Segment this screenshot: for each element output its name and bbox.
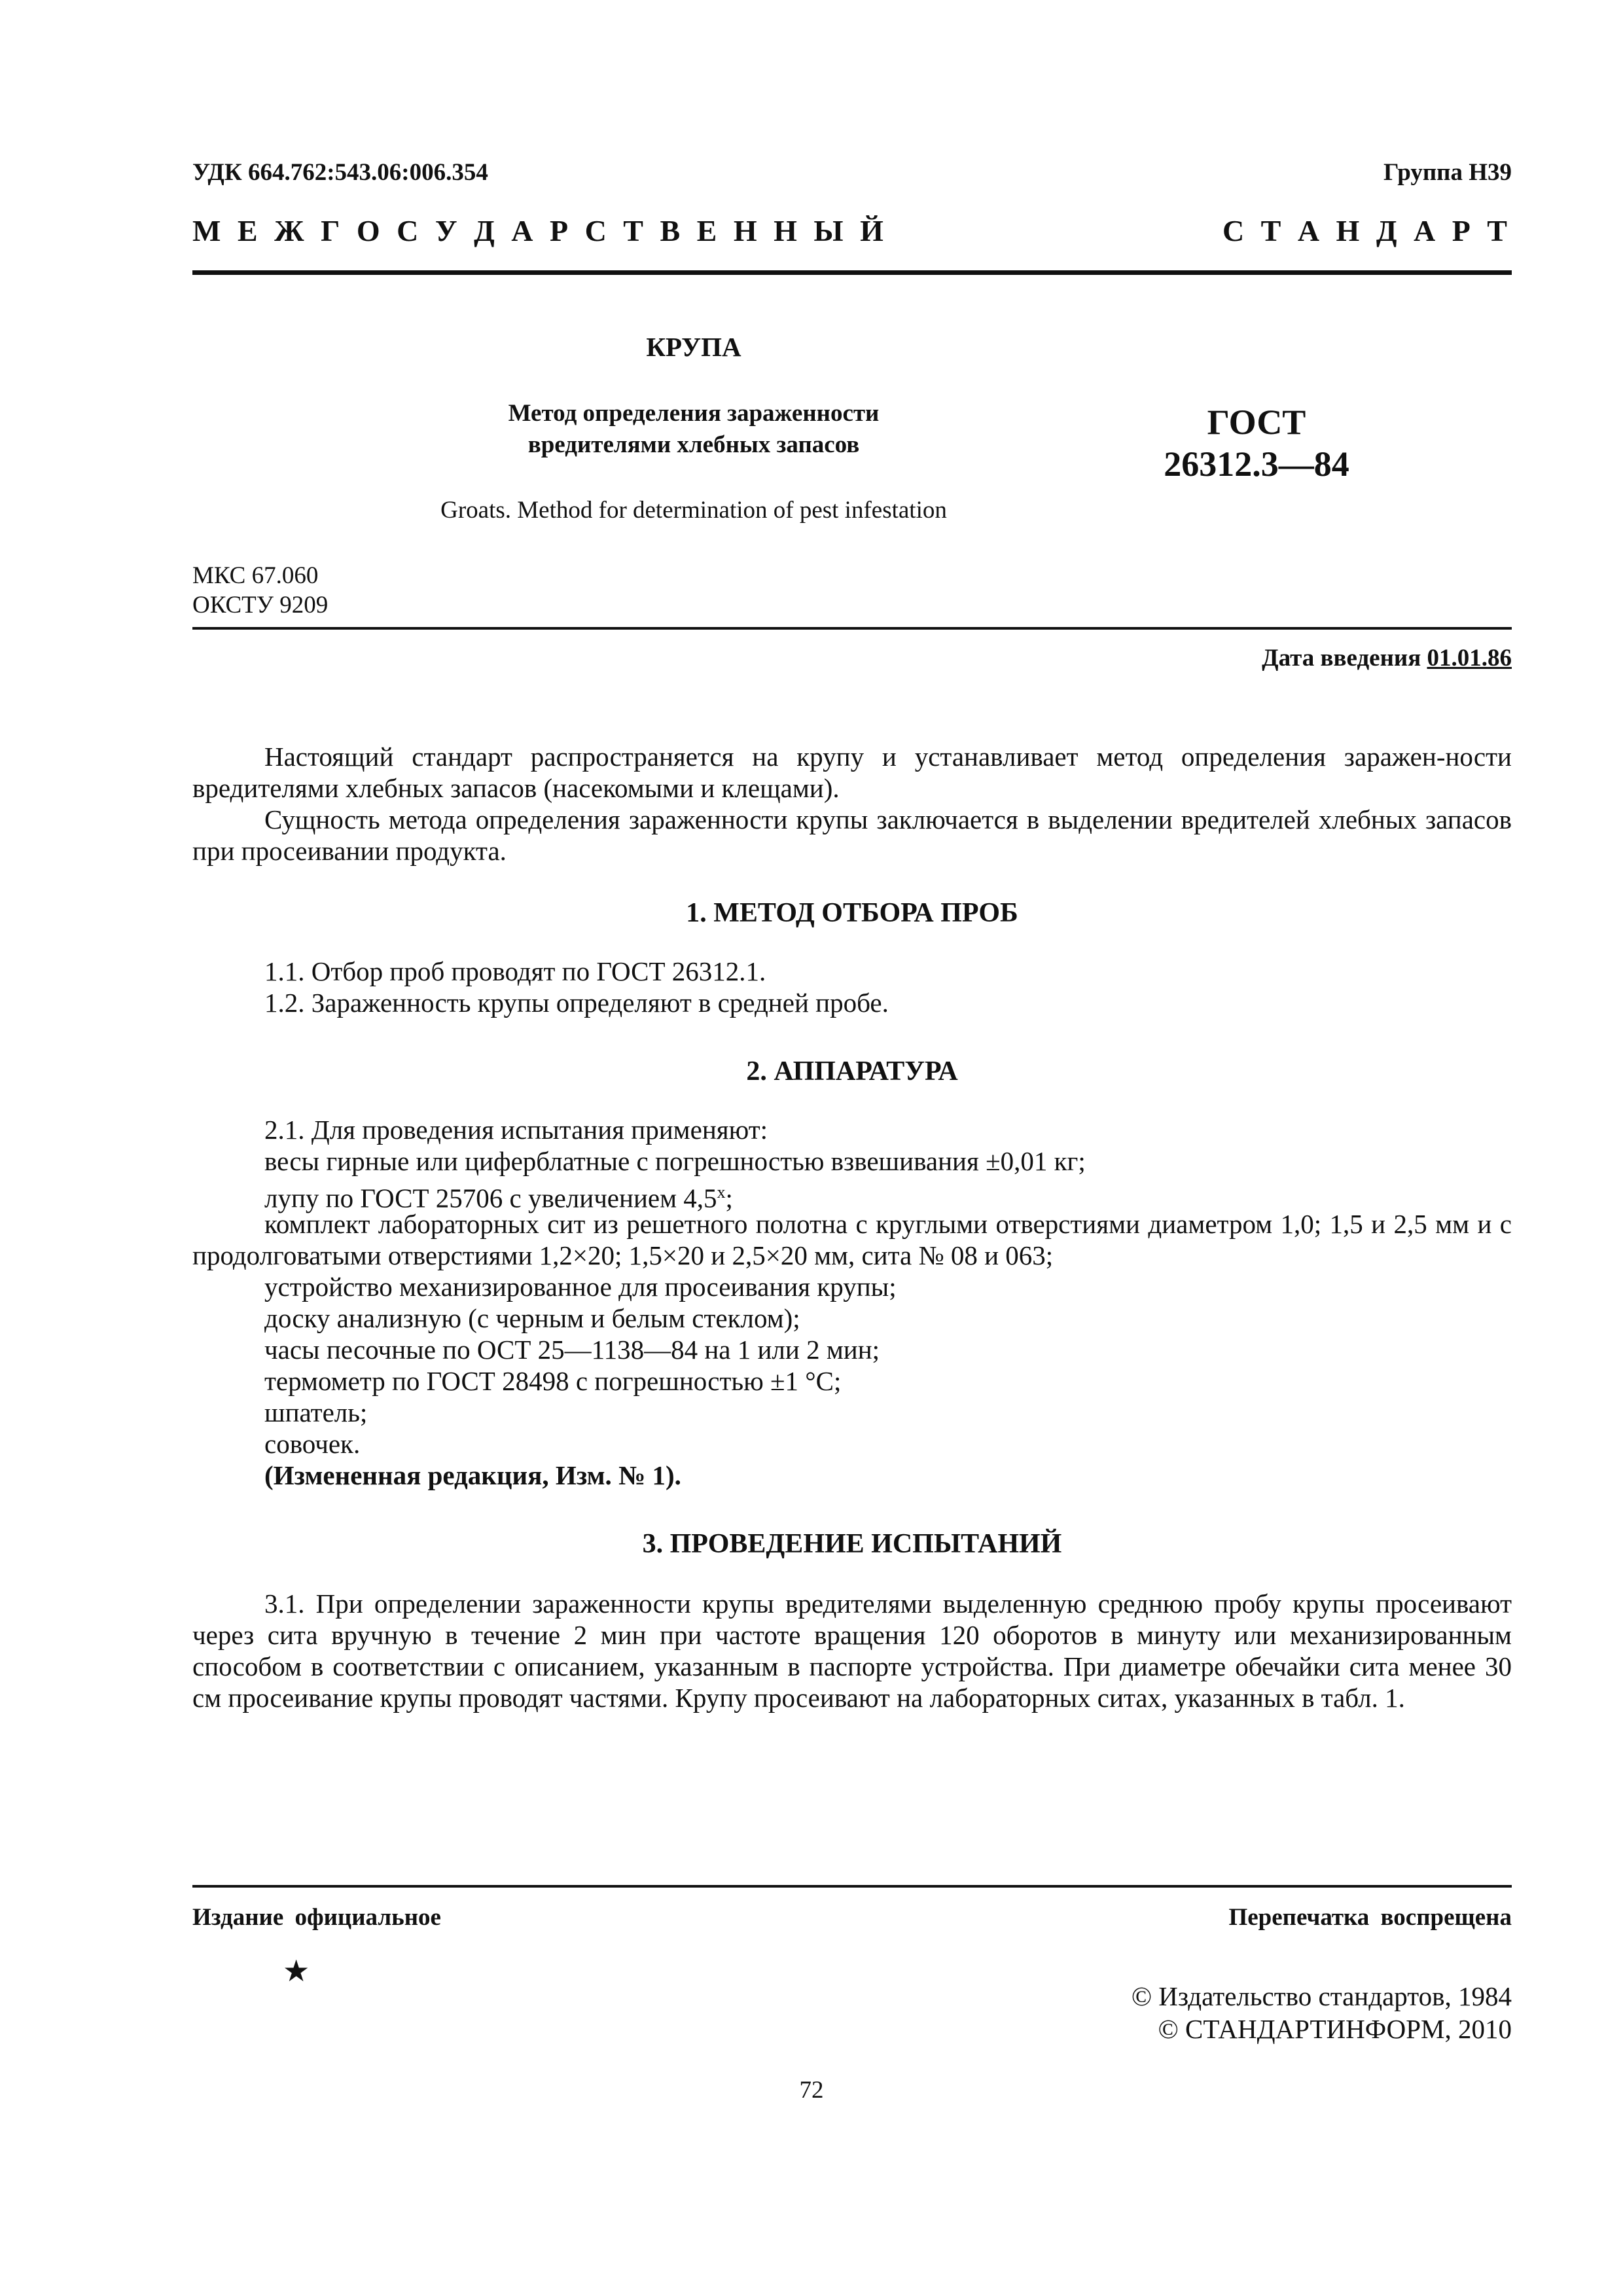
- official-edition: Издание официальное: [192, 1904, 441, 1931]
- apparatus-scales: весы гирные или циферблатные с погрешностью взвешивания ±0,01 кг;: [264, 1146, 1086, 1176]
- section-1-heading: 1. МЕТОД ОТБОРА ПРОБ: [686, 898, 1018, 928]
- reprint-prohibited: Перепечатка воспрещена: [1228, 1904, 1512, 1931]
- footer-rule: [192, 1885, 1512, 1888]
- effective-date-value: 01.01.86: [1427, 645, 1512, 672]
- okstu-code: ОКСТУ 9209: [192, 592, 329, 619]
- english-title: Groats. Method for determination of pest infestation: [440, 497, 947, 524]
- subtitle-line-2: вредителями хлебных запасов: [527, 431, 860, 458]
- effective-date-label: Дата введения: [1262, 645, 1421, 672]
- section-3-heading: 3. ПРОВЕДЕНИЕ ИСПЫТАНИЙ: [642, 1529, 1062, 1559]
- intro-paragraph-1: Настоящий стандарт распространяется на крупу и устанавливает метод определения заражен-ности вредителями хлебных запасов (насекомыми и клещами).: [192, 742, 1512, 803]
- apparatus-lens-text: лупу по ГОСТ 25706 с увеличением 4,5: [264, 1183, 717, 1213]
- apparatus-sieves: комплект лабораторных сит из решетного полотна с круглыми отверстиями диаметром 1,0; 1,5 и 2,5 мм и с продолговатыми отверстиями 1,2×20; 1,5×20 и 2,5×20 мм, сита № 08 и 063;: [192, 1209, 1512, 1270]
- section-3-paragraph-1: 3.1. При определении зараженности крупы вредителями выделенную среднюю пробу крупы просеивают через сита вручную в течение 2 мин при частоте вращения 120 оборотов в минуту или механизированным способом в соответствии с описанием, указанным в паспорте устройства. При диаметре обечайки сита менее 30 см просеивание крупы проводят частями. Крупу просеивают на лабораторных ситах, указанных в табл. 1.: [192, 1588, 1512, 1713]
- apparatus-intro: 2.1. Для проведения испытания применяют:: [264, 1115, 768, 1145]
- amendment-note: (Измененная редакция, Изм. № 1).: [264, 1460, 681, 1490]
- apparatus-lens-end: ;: [725, 1183, 733, 1213]
- gost-number: 26312.3—84: [1164, 444, 1349, 484]
- apparatus-thermometer: термометр по ГОСТ 28498 с погрешностью ±1 °С;: [264, 1366, 842, 1396]
- section-1-item-1: 1.1. Отбор проб проводят по ГОСТ 26312.1.: [264, 956, 766, 986]
- udk-code: УДК 664.762:543.06:006.354: [192, 159, 488, 186]
- header-rule: [192, 270, 1512, 275]
- section-1-item-2: 1.2. Зараженность крупы определяют в средней пробе.: [264, 988, 889, 1018]
- effective-date: [1054, 644, 1512, 673]
- apparatus-device: устройство механизированное для просеивания крупы;: [264, 1272, 897, 1302]
- apparatus-scoop: совочек.: [264, 1429, 361, 1459]
- apparatus-spatula: шпатель;: [264, 1397, 368, 1427]
- intro-paragraph-2: Сущность метода определения зараженности крупы заключается в выделении вредителей хлебных запасов при просеивании продукта.: [192, 804, 1512, 866]
- star-icon: ★: [283, 1954, 310, 1988]
- banner-standard: С Т А Н Д А Р Т: [1222, 214, 1512, 247]
- apparatus-sandglass: часы песочные по ОСТ 25—1138—84 на 1 или 2 мин;: [264, 1335, 880, 1365]
- copyright-standartinform: © СТАНДАРТИНФОРМ, 2010: [1158, 2014, 1512, 2044]
- apparatus-lens-sup: x: [717, 1183, 726, 1202]
- apparatus-board: доску анализную (с черным и белым стеклом);: [264, 1303, 800, 1333]
- banner-interstate: М Е Ж Г О С У Д А Р С Т В Е Н Н Ы Й: [192, 214, 888, 247]
- gost-label: ГОСТ: [1207, 403, 1306, 442]
- subtitle-line-1: Метод определения зараженности: [508, 400, 880, 427]
- page-number: 72: [799, 2077, 824, 2104]
- mks-code: МКС 67.060: [192, 562, 319, 589]
- copyright-publisher: © Издательство стандартов, 1984: [1131, 1981, 1512, 2011]
- title-rule: [192, 627, 1512, 630]
- group-code: Группа Н39: [1383, 159, 1512, 186]
- document-title: КРУПА: [646, 332, 741, 362]
- section-2-heading: 2. АППАРАТУРА: [746, 1056, 958, 1086]
